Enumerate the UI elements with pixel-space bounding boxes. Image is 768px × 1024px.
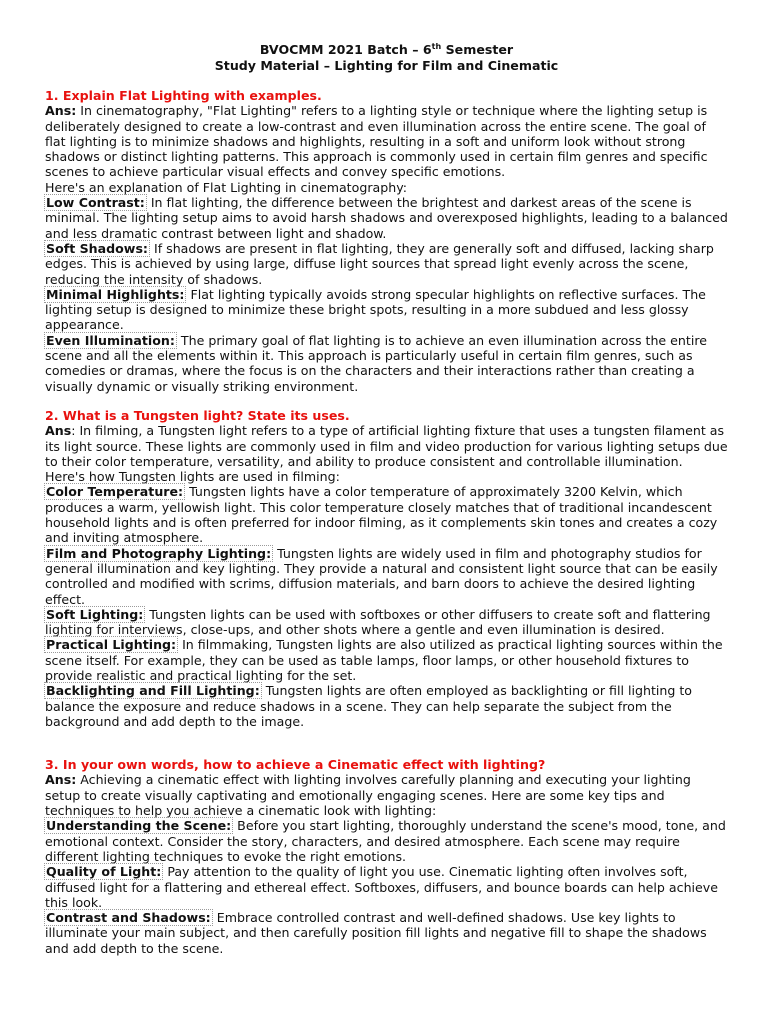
answer-paragraph: Ans: In cinematography, "Flat Lighting" refers to a lighting style or technique where the lighting setup is deliberately designed to create a low-contrast and even illumination across the entire scene. The goal of flat lighting is to minimize shadows and highlights, resulting in a soft and uniform look without strong shadows or distinct lighting patterns. This approach is commonly used in certain film genres and specific scenes to achieve particular visual effects and convey specific emotions. <box>45 103 708 180</box>
term-label: Film and Photography Lighting: <box>46 545 272 561</box>
answer-paragraph: Ans: Achieving a cinematic effect with lighting involves carefully planning and executing your lighting setup to create visually captivating and emotionally engaging scenes. Here are some key tips and techniques to help you achieve a cinematic look with lighting: <box>45 772 691 819</box>
list-item: Color Temperature: Tungsten lights have a color temperature of approximately 3200 Kelvin, which produces a warm, yellowish light. This color temperature closely matches that of traditional incandescent household lights and is often preferred for indoor filming, as it complements skin tones and creates a cozy and inviting atmosphere. <box>45 484 718 546</box>
list-item: Practical Lighting: In filmmaking, Tungsten lights are also utilized as practical lighting sources within the scene itself. For example, they can be used as table lamps, floor lamps, or other household fixtures to provide realistic and practical lighting for the set. <box>45 637 723 683</box>
term-label: Backlighting and Fill Lighting: <box>46 683 260 699</box>
question-title: 3. In your own words, how to achieve a Cinematic effect with lighting? <box>45 757 546 773</box>
list-item: Low Contrast: In flat lighting, the difference between the brightest and darkest areas of the scene is minimal. The lighting setup aims to avoid harsh shadows and overexposed highlights, leading to a balanced and less dramatic contrast between light and shadow. <box>45 195 728 241</box>
list-item: Soft Shadows: If shadows are present in flat lighting, they are generally soft and diffused, lacking sharp edges. This is achieved by using large, diffuse light sources that spread light evenly across the scene, reducing the intensity of shadows. <box>45 240 714 287</box>
list-item: Quality of Light: Pay attention to the quality of light you use. Cinematic lighting often involves soft, diffused light for a flattering and ethereal effect. Softboxes, diffusers, and bounce boards can help achieve this look. <box>45 864 719 910</box>
term-label: Even Illumination: <box>46 332 175 348</box>
question-title: 1. Explain Flat Lighting with examples. <box>45 88 322 103</box>
answer-intro: Here's an explanation of Flat Lighting in cinematography: <box>45 179 407 195</box>
term-label: Minimal Highlights: <box>46 286 185 302</box>
list-item: Contrast and Shadows: Embrace controlled contrast and well-defined shadows. Use key lights to illuminate your main subject, and then carefully position fill lights and negative fill to shape the shadows and add depth to the scene. <box>45 910 707 956</box>
list-item: Minimal Highlights: Flat lighting typically avoids strong specular highlights on reflective surfaces. The lighting setup is designed to minimize these bright spots, resulting in a more subdued and less glossy appearance. <box>45 286 706 333</box>
term-label: Contrast and Shadows: <box>46 910 211 926</box>
answer-label: Ans <box>45 423 72 439</box>
answer-paragraph: Ans: In filming, a Tungsten light refers to a type of artificial lighting fixture that uses a tungsten filament as its light source. These lights are commonly used in film and video production for various lighting setups due to their color temperature, versatility, and ability to produce consistent and controllable illumination. <box>45 423 728 469</box>
term-label: Understanding the Scene: <box>46 818 232 834</box>
term-label: Color Temperature: <box>46 484 184 500</box>
term-label: Low Contrast: <box>46 195 145 211</box>
list-item: Film and Photography Lighting: Tungsten lights are widely used in film and photography studios for general illumination and key lighting. They provide a natural and consistent light source that can be easily controlled and modified with scrims, diffusion materials, and barn doors to achieve the desired lighting effect. <box>45 545 718 607</box>
answer-intro: Here's how Tungsten lights are used in filming: <box>45 469 340 485</box>
batch-line: BVOCMM 2021 Batch – 6th Semester <box>259 41 514 57</box>
answer-label: Ans: <box>45 103 77 119</box>
document-header <box>45 42 728 74</box>
list-item: Backlighting and Fill Lighting: Tungsten lights are often employed as backlighting or fill lighting to balance the exposure and reduce shadows in a scene. They can help separate the subject from the background and add depth to the image. <box>45 683 693 729</box>
term-label: Quality of Light: <box>46 864 162 880</box>
document-title: Study Material – Lighting for Film and Cinematic <box>214 58 559 73</box>
section-flat-lighting <box>45 88 728 394</box>
list-item: Understanding the Scene: Before you start lighting, thoroughly understand the scene's mood, tone, and emotional context. Consider the story, characters, and desired atmosphere. Each scene may require different lighting techniques to evoke the right emotions. <box>45 818 726 864</box>
list-item: Soft Lighting: Tungsten lights can be used with softboxes or other diffusers to create soft and flattering lighting for interviews, close-ups, and other shots where a gentle and even illumination is desired. <box>45 606 711 638</box>
section-tungsten-light <box>45 408 728 729</box>
answer-label: Ans: <box>45 772 77 788</box>
question-title: 2. What is a Tungsten light? State its uses. <box>45 407 350 423</box>
list-item: Even Illumination: The primary goal of flat lighting is to achieve an even illumination across the entire scene and all the elements within it. This approach is particularly useful in certain film genres, such as comedies or dramas, where the focus is on the characters and their interactions rather than creating a visually dynamic or visually striking environment. <box>45 332 708 394</box>
term-label: Practical Lighting: <box>46 637 177 653</box>
term-label: Soft Lighting: <box>46 606 144 622</box>
section-cinematic-effect <box>45 757 728 956</box>
term-label: Soft Shadows: <box>46 240 148 256</box>
